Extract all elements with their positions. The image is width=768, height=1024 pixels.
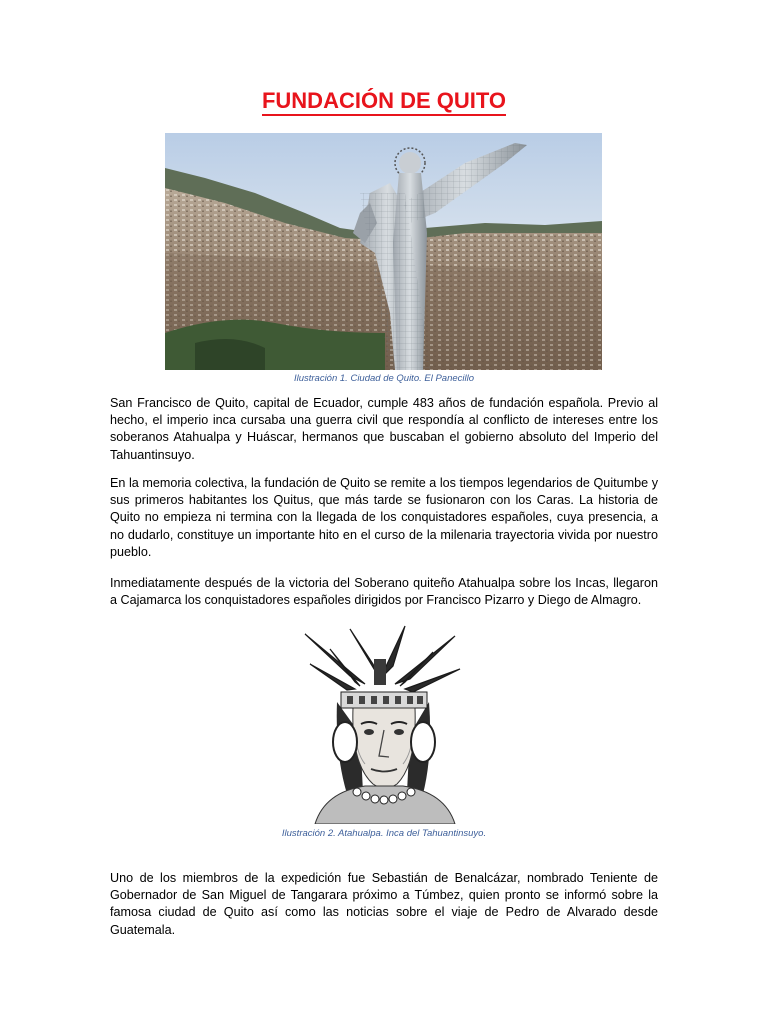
figure1-caption: Ilustración 1. Ciudad de Quito. El Panecillo [293, 373, 475, 384]
panecillo-photo [165, 133, 602, 370]
paragraph-1: San Francisco de Quito, capital de Ecuador, cumple 483 años de fundación española. Previo al hecho, el imperio inca cursaba una guerra civil que respondía al conflicto de intereses entre los soberanos Atahualpa y Huáscar, hermanos que buscaban el gobierno absoluto del Imperio del Tahuantinsuyo. [110, 396, 658, 462]
paragraph-2: En la memoria colectiva, la fundación de Quito se remite a los tiempos legendarios de Quitumbe y sus primeros habitantes los Quitus, que más tarde se fusionaron con los Caras. La historia de Quito no empieza ni termina con la llegada de los conquistadores españoles, cuya presencia, a no dudarlo, constituye un importante hito en el curso de la milenaria trayectoria vivida por nuestro pueblo. [110, 476, 658, 559]
page-title-text: FUNDACIÓN DE QUITO [262, 88, 506, 116]
paragraph-3: Inmediatamente después de la victoria del Soberano quiteño Atahualpa sobre los Incas, llegaron a Cajamarca los conquistadores españoles dirigidos por Francisco Pizarro y Diego de Almagro. [110, 576, 658, 608]
figure2-caption: Ilustración 2. Atahualpa. Inca del Tahuantinsuyo. [281, 828, 487, 839]
atahualpa-portrait [255, 624, 513, 824]
page-title [0, 88, 768, 114]
paragraph-4: Uno de los miembros de la expedición fue Sebastián de Benalcázar, nombrado Teniente de Gobernador de San Miguel de Tangarara próximo a Túmbez, quien pronto se informó sobre la famosa ciudad de Quito así como las noticias sobre el viaje de Pedro de Alvarado desde Guatemala. [110, 871, 658, 937]
